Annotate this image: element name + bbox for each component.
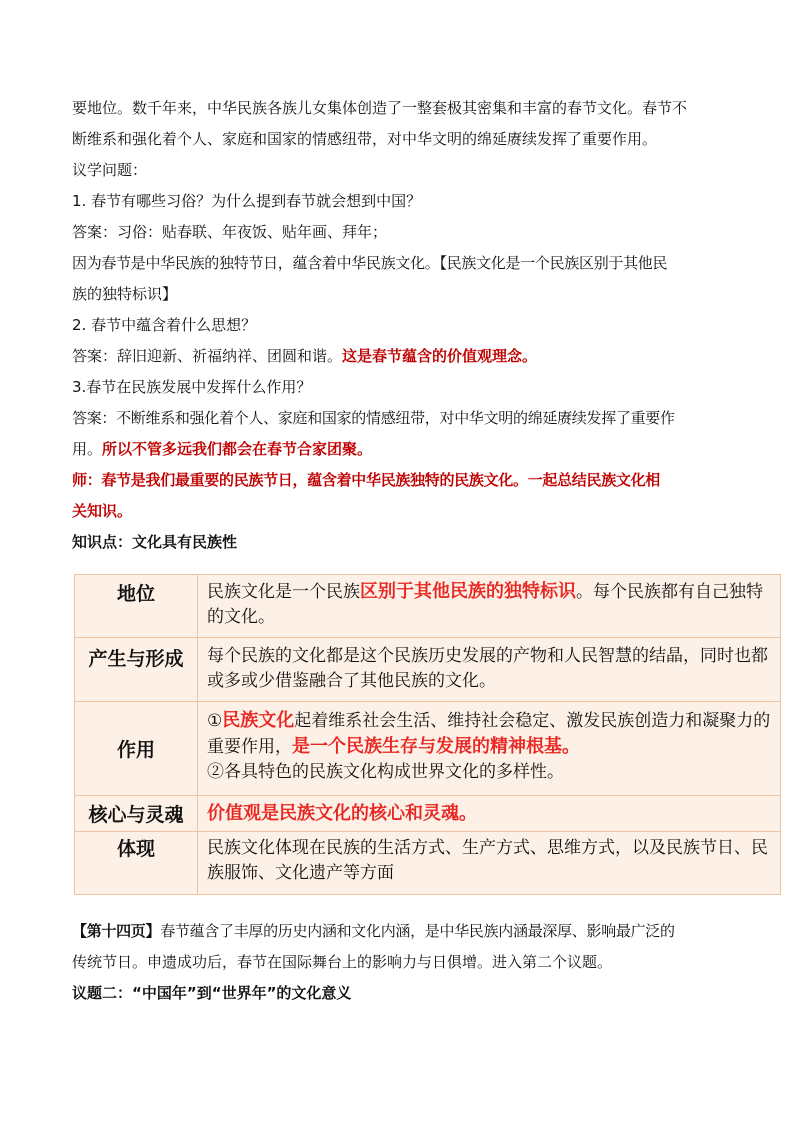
row-content xyxy=(198,796,781,832)
paragraph-line: 断维系和强化着个人、家庭和国家的情感纽带，对中华文明的绵延赓续发挥了重要作用。 xyxy=(72,130,658,148)
row-label: 核心与灵魂 xyxy=(75,796,198,832)
topic-2-heading: 议题二：“中国年”到“世界年”的文化意义 xyxy=(72,984,352,1002)
row-label: 体现 xyxy=(75,832,198,895)
emphasis-text: 区别于其他民族的独特标识 xyxy=(360,581,576,602)
answer-3-line: 答案：不断维系和强化着个人、家庭和国家的情感纽带，对中华文明的绵延赓续发挥了重要作 xyxy=(72,409,675,427)
answer-3-emphasis: 所以不管多远我们都会在春节合家团聚。 xyxy=(102,440,373,458)
row-content: 民族文化是一个民族区别于其他民族的独特标识。每个民族都有自己独特的文化。 xyxy=(198,575,781,638)
row-content: 每个民族的文化都是这个民族历史发展的产物和人民智慧的结晶，同时也都或多或少借鉴融合了其他民族的文化。 xyxy=(198,638,781,702)
paragraph-line: 要地位。数千年来，中华民族各族儿女集体创造了一整套极其密集和丰富的春节文化。春节不 xyxy=(72,99,688,117)
row-label: 地位 xyxy=(75,575,198,638)
answer-1-line: 答案：习俗：贴春联、年夜饭、贴年画、拜年； xyxy=(72,223,388,241)
answer-3-text: 用。 xyxy=(72,440,103,458)
emphasis-text: 价值观是民族文化的核心和灵魂。 xyxy=(207,802,477,824)
answer-1-line: 族的独特标识】 xyxy=(72,285,178,303)
row-label: 作用 xyxy=(75,702,198,796)
document-body xyxy=(72,98,732,563)
row-label: 产生与形成 xyxy=(75,638,198,702)
knowledge-point-title: 知识点：文化具有民族性 xyxy=(72,533,238,551)
question-1: 1. 春节有哪些习俗？为什么提到春节就会想到中国？ xyxy=(72,192,422,210)
table-row xyxy=(75,796,781,832)
teacher-note: 师：春节是我们最重要的民族节日，蕴含着中华民族独特的民族文化。一起总结民族文化相 xyxy=(72,471,661,489)
emphasis-text: 民族文化 xyxy=(222,710,295,731)
table-row xyxy=(75,702,781,796)
question-3: 3.春节在民族发展中发挥什么作用？ xyxy=(72,378,312,396)
paragraph-line: 传统节日。申遗成功后，春节在国际舞台上的影响力与日俱增。进入第二个议题。 xyxy=(72,953,613,971)
table-row xyxy=(75,832,781,895)
answer-2 xyxy=(72,346,732,366)
answer-2-emphasis: 这是春节蕴含的价值观理念。 xyxy=(342,347,538,365)
table-row xyxy=(75,638,781,702)
table-row xyxy=(75,575,781,638)
row-content: ①民族文化起着维系社会生活、维持社会稳定、激发民族创造力和凝聚力的重要作用，是一个民族生存与发展的精神根基。 ②各具特色的民族文化构成世界文化的多样性。 xyxy=(198,702,781,796)
page-reference: 【第十四页】 xyxy=(72,922,161,940)
answer-3-line xyxy=(72,439,732,459)
answer-1-line: 因为春节是中华民族的独特节日，蕴含着中华民族文化。【民族文化是一个民族区别于其他民 xyxy=(72,254,668,272)
knowledge-table xyxy=(74,574,781,895)
paragraph-line: 【第十四页】春节蕴含了丰厚的历史内涵和文化内涵，是中华民族内涵最深厚、影响最广泛的 xyxy=(72,922,675,940)
questions-header: 议学问题： xyxy=(72,161,148,179)
emphasis-text: 是一个民族生存与发展的精神根基。 xyxy=(292,736,580,757)
row-content: 民族文化体现在民族的生活方式、生产方式、思维方式，以及民族节日、民族服饰、文化遗产等方面 xyxy=(198,832,781,895)
question-2: 2. 春节中蕴含着什么思想？ xyxy=(72,316,257,334)
answer-2-text: 答案：辞旧迎新、祈福纳祥、团圆和谐。 xyxy=(72,347,343,365)
following-section xyxy=(72,921,732,1014)
teacher-note: 关知识。 xyxy=(72,502,133,520)
